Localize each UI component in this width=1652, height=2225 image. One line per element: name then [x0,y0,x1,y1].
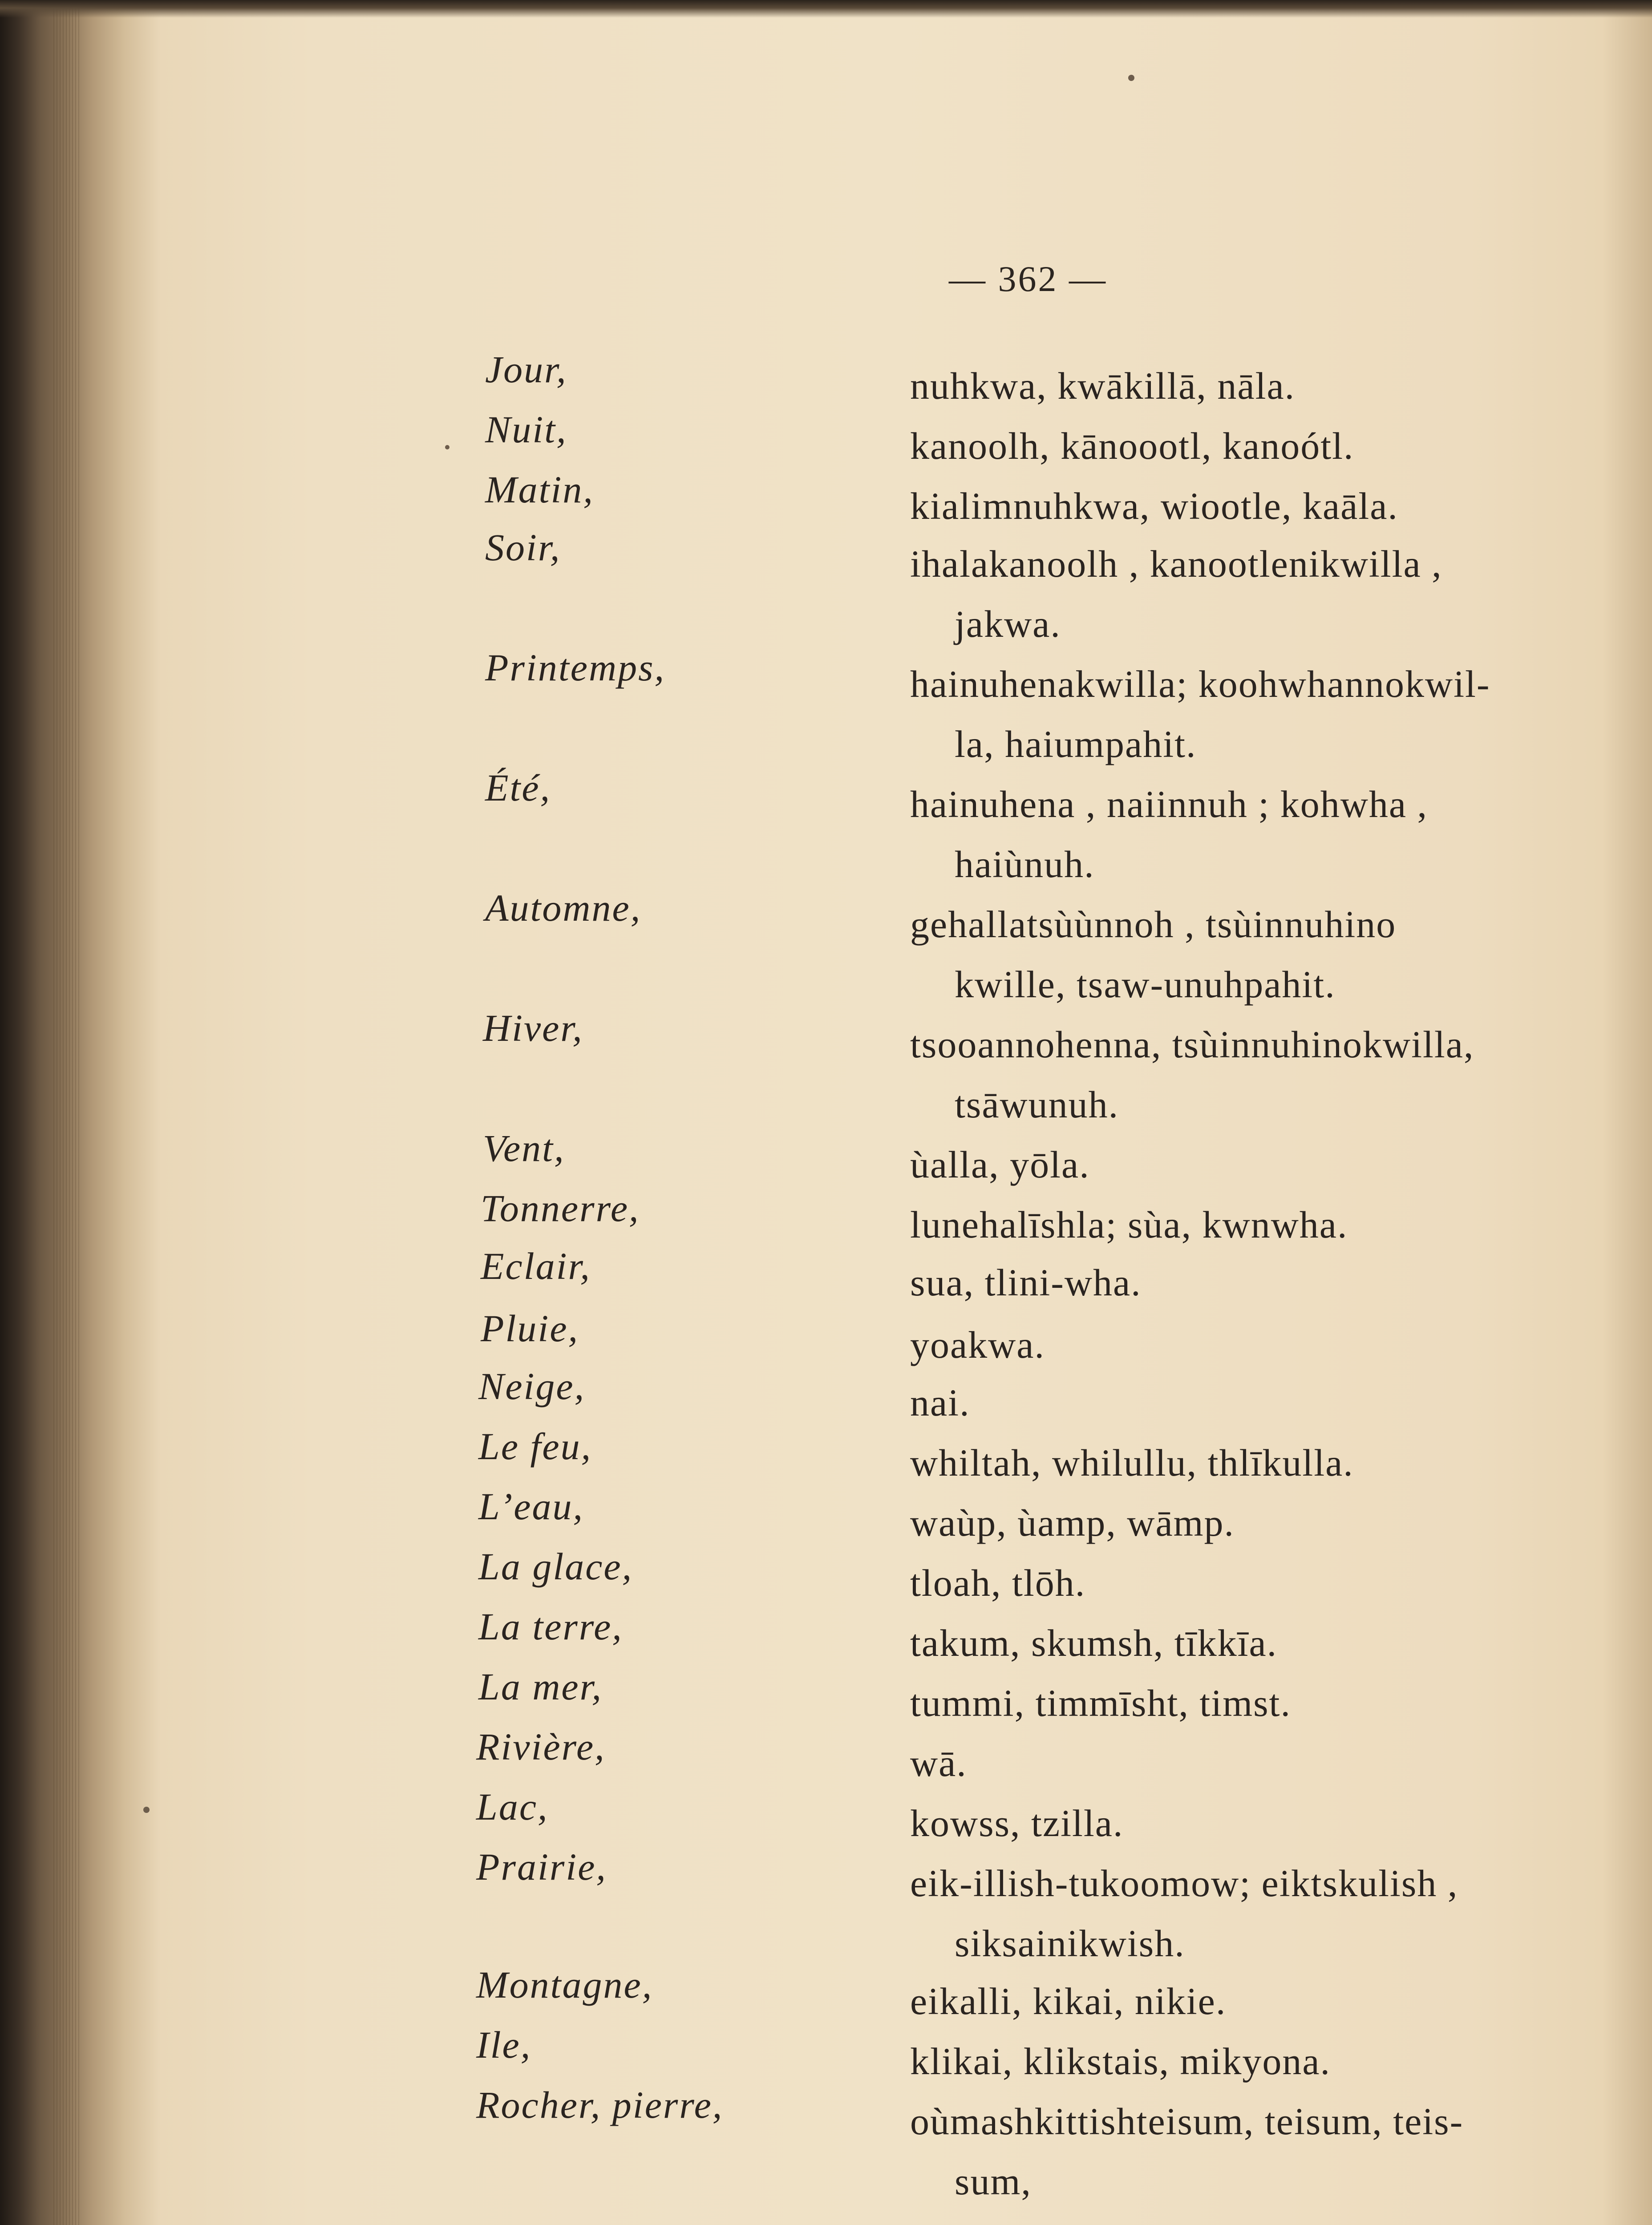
native-term [910,2092,1578,2212]
native-term [910,1433,1578,1493]
native-line: hainuhena , naiinnuh ; kohwha , [910,783,1428,825]
native-term [910,1373,1578,1433]
native-line: klikai, klikstais, mikyona. [910,2040,1331,2083]
native-term [910,1853,1578,1974]
native-line-continued: tsāwunuh. [955,1083,1119,1126]
french-term: Jour, [485,348,567,391]
native-term [910,774,1578,894]
native-line: eik-illish-tukoomow; eiktskulish , [910,1862,1458,1905]
french-term: Lac, [476,1785,549,1828]
native-line: lunehalīshla; sùa, kwnwha. [910,1203,1348,1246]
french-term: Neige, [478,1365,586,1408]
french-term: Rocher, pierre, [476,2083,724,2126]
french-term: Hiver, [483,1007,583,1049]
native-line-continued: la, haiumpahit. [955,723,1197,765]
native-term [910,1793,1578,1853]
native-line: kialimnuhkwa, wiootle, kaāla. [910,485,1398,527]
french-term: La terre, [478,1605,623,1648]
native-line: ùalla, yōla. [910,1143,1090,1186]
native-term [910,1135,1578,1195]
native-line: sua, tlini-wha. [910,1261,1142,1304]
native-line: oùmashkittishteisum, teisum, teis- [910,2100,1464,2143]
native-line: whiltah, whilullu, thlīkulla. [910,1441,1354,1484]
native-line: kowss, tzilla. [910,1802,1124,1845]
french-term: Soir, [485,526,561,569]
native-term [910,416,1578,476]
paper-speck [445,445,449,449]
native-line: tummi, timmīsht, timst. [910,1682,1291,1724]
french-term: Nuit, [485,408,567,451]
native-term [910,476,1578,536]
native-line: ihalakanoolh , kanootlenikwilla , [910,542,1442,585]
french-term: Ile, [476,2023,532,2066]
native-term [910,534,1578,654]
native-line: wā. [910,1742,967,1784]
native-term [910,1195,1578,1255]
french-term: La glace, [478,1545,633,1588]
french-term: Été, [485,766,551,809]
french-term: Eclair, [481,1245,591,1287]
french-term: Rivière, [476,1725,606,1768]
french-term: Matin, [485,468,594,511]
french-term: Pluie, [481,1307,579,1350]
native-line-continued: haiùnuh. [955,843,1095,886]
native-term [910,1493,1578,1553]
native-line: yoakwa. [910,1323,1045,1366]
native-line: waùp, ùamp, wāmp. [910,1501,1235,1544]
native-line: tsooannohenna, tsùinnuhinokwilla, [910,1023,1474,1066]
french-term: Prairie, [476,1845,607,1888]
french-term: Montagne, [476,1963,653,2006]
french-term: L’eau, [478,1485,584,1528]
native-line: kanoolh, kānoootl, kanoótl. [910,425,1354,467]
native-line: takum, skumsh, tīkkīa. [910,1622,1278,1664]
french-term: Automne, [485,886,642,929]
native-line: nuhkwa, kwākillā, nāla. [910,364,1296,407]
french-term: La mer, [478,1665,603,1708]
native-term [910,2031,1578,2092]
native-term [910,1015,1578,1135]
native-line-continued: siksainikwish. [955,1922,1185,1965]
native-term [910,1971,1578,2031]
native-line: hainuhenakwilla; koohwhannokwil- [910,663,1490,705]
french-term: Vent, [483,1127,565,1169]
native-term [910,1733,1578,1793]
native-line-continued: kwille, tsaw-unuhpahit. [955,963,1336,1006]
french-term: Tonnerre, [481,1187,640,1230]
native-term [910,1613,1578,1673]
french-term: Le feu, [478,1425,592,1468]
native-term [910,1553,1578,1613]
native-term [910,1315,1578,1375]
native-term [910,1673,1578,1733]
native-line: tloah, tlōh. [910,1562,1086,1604]
native-term [910,894,1578,1015]
native-line-continued: jakwa. [955,603,1061,645]
native-line-continued: sum, [955,2160,1032,2203]
native-term [910,356,1578,416]
native-term [910,654,1578,774]
paper-speck [1128,75,1134,81]
native-term [910,1253,1578,1313]
paper-speck [143,1807,150,1813]
native-line: nai. [910,1381,970,1424]
page-number: — 362 — [949,259,1107,299]
native-line: gehallatsùùnnoh , tsùinnuhino [910,903,1397,946]
native-line: eikalli, kikai, nikie. [910,1980,1227,2023]
french-term: Printemps, [485,646,666,689]
